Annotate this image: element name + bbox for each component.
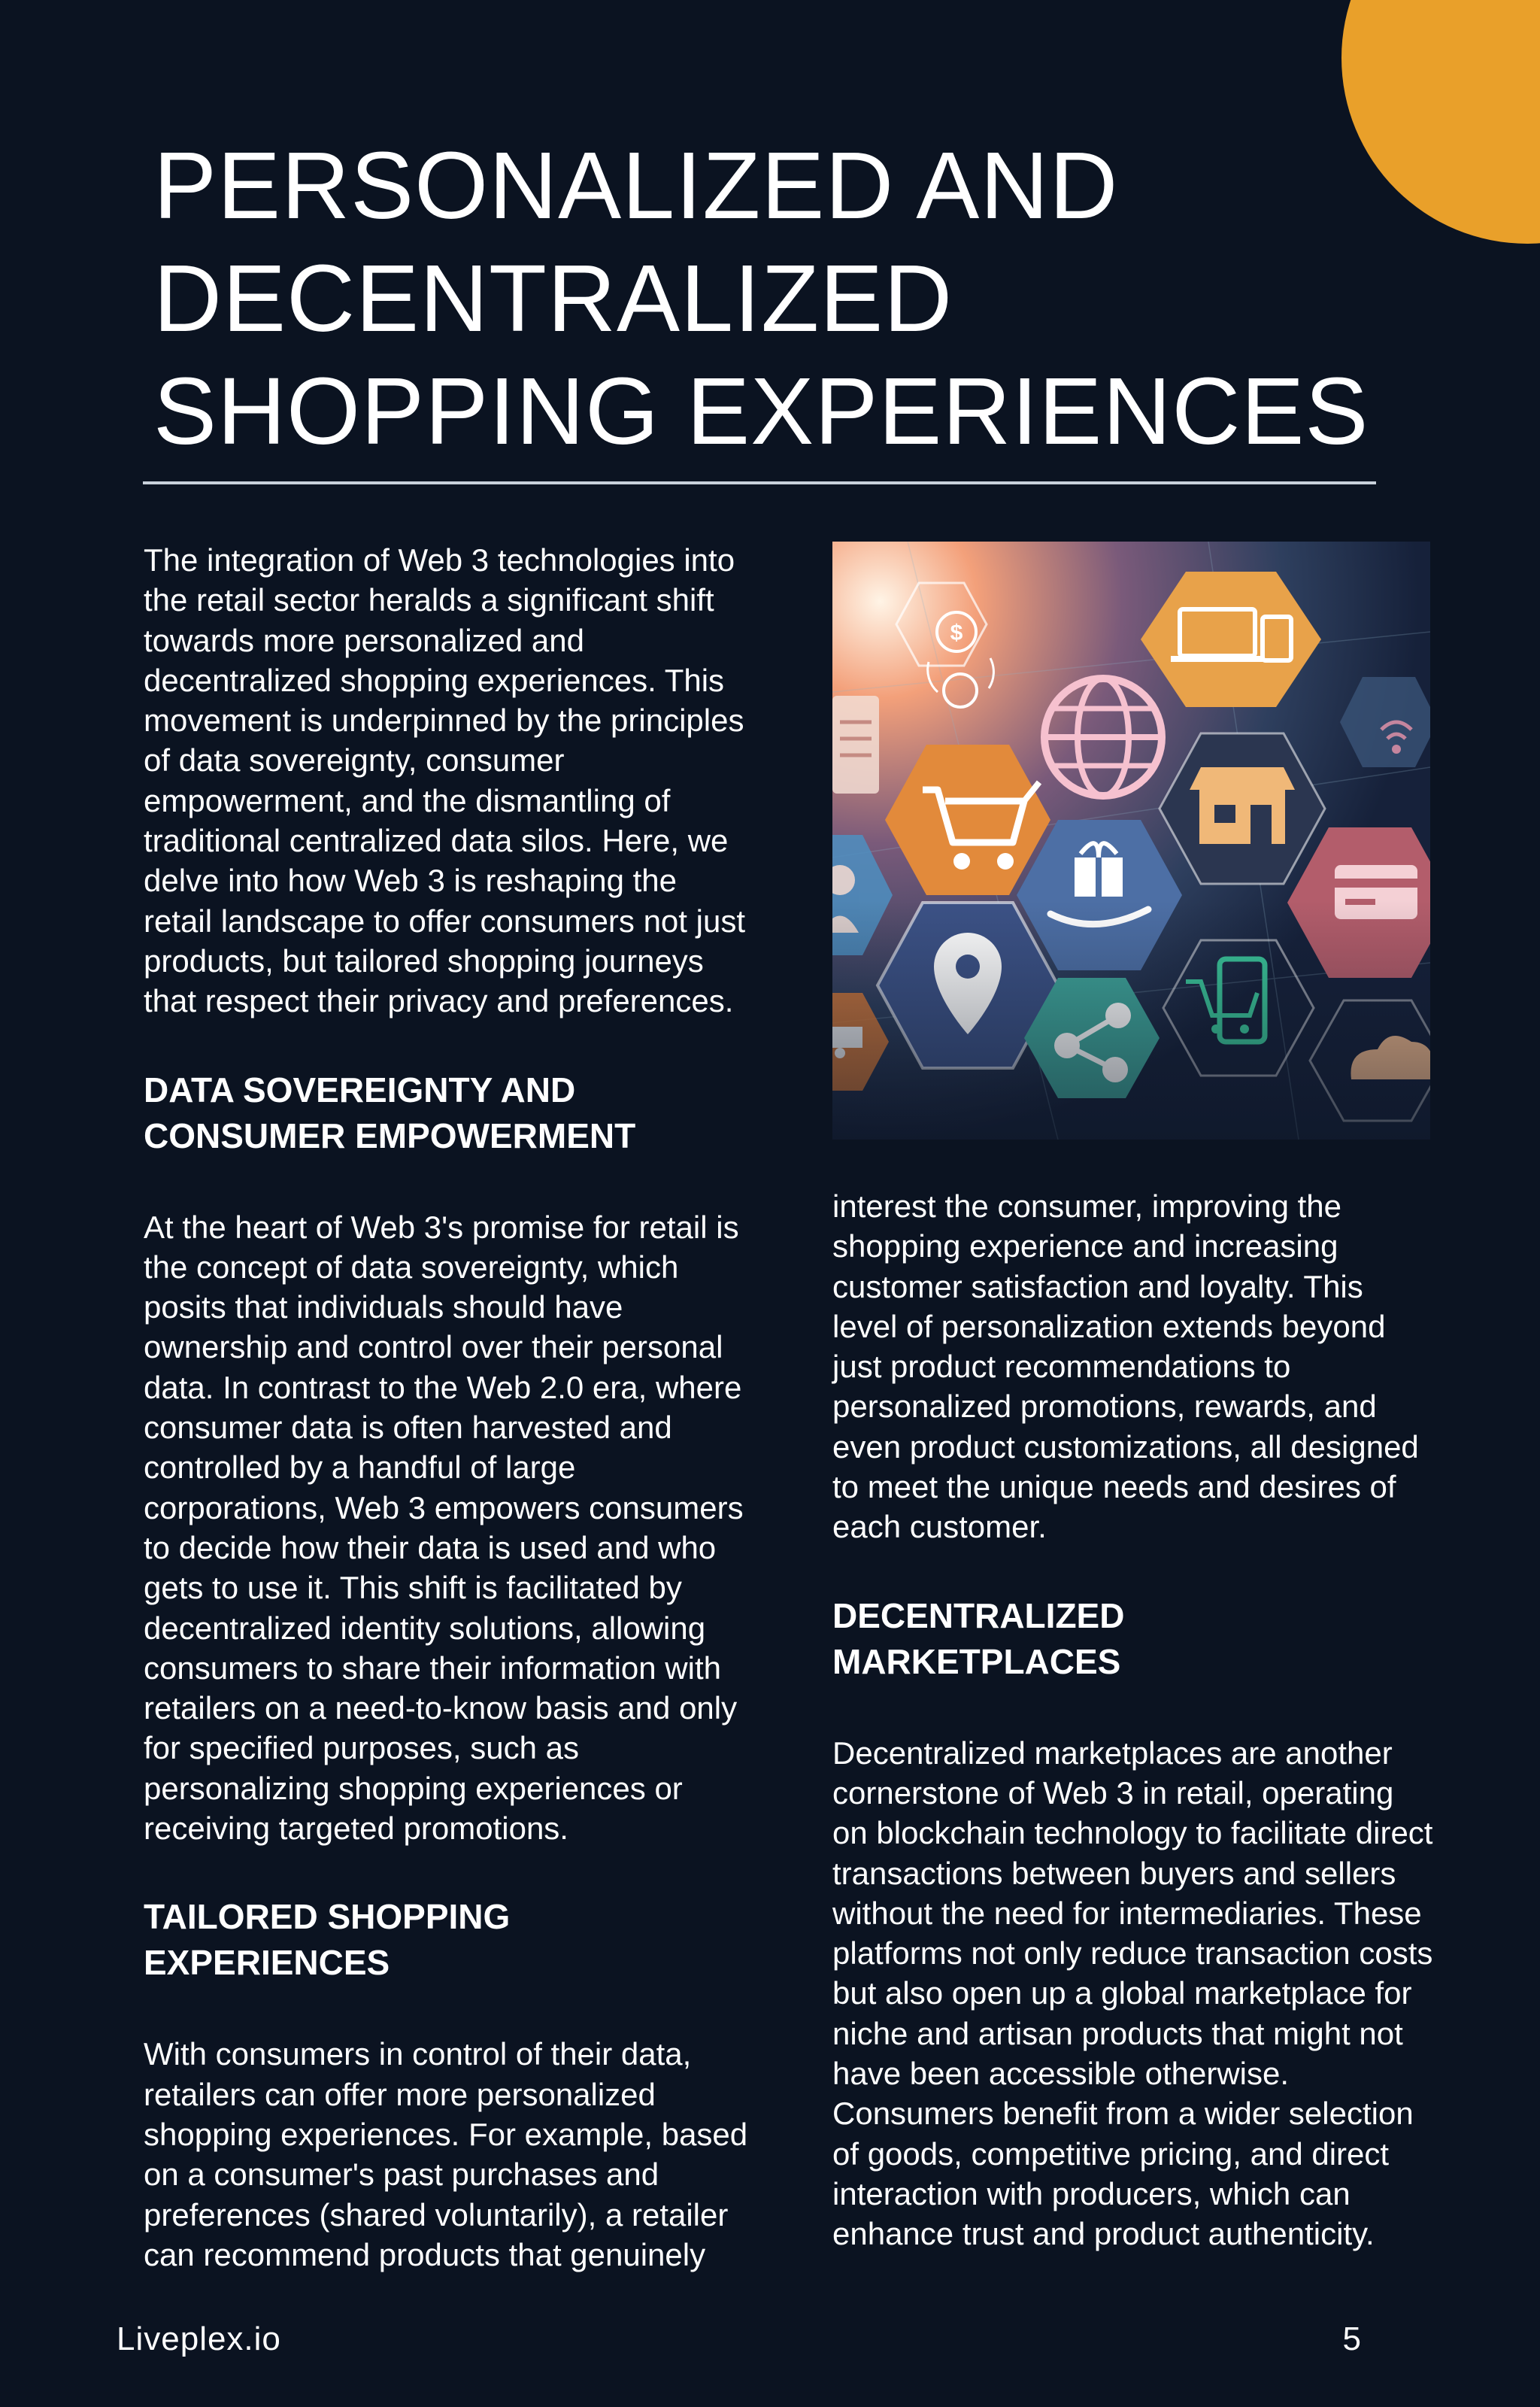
text-line: preferences (shared voluntarily), a retailer xyxy=(144,2196,729,2232)
text-line: At the heart of Web 3's promise for retail is xyxy=(144,1209,739,1245)
intro-paragraph xyxy=(144,540,775,1021)
text-line: consumer data is often harvested and xyxy=(144,1410,672,1446)
text-line: platforms not only reduce transaction costs xyxy=(832,1935,1433,1971)
text-line: to decide how their data is used and who xyxy=(144,1529,717,1565)
text-line: level of personalization extends beyond xyxy=(832,1308,1386,1344)
text-line: niche and artisan products that might not xyxy=(832,2015,1403,2051)
page-title xyxy=(153,129,1432,468)
text-line: have been accessible otherwise. xyxy=(832,2056,1290,2092)
heading-line: DATA SOVEREIGNTY AND xyxy=(144,1070,576,1109)
decentralized-marketplaces-paragraph xyxy=(832,1733,1464,2254)
text-line: retailers on a need-to-know basis and only xyxy=(144,1690,738,1726)
text-line: empowerment, and the dismantling of xyxy=(144,782,671,818)
text-line: just product recommendations to xyxy=(832,1349,1291,1385)
text-line: movement is underpinned by the principles xyxy=(144,703,744,739)
text-line: on blockchain technology to facilitate direct xyxy=(832,1815,1433,1851)
text-line: personalized promotions, rewards, and xyxy=(832,1389,1377,1425)
text-line: ownership and control over their personal xyxy=(144,1329,723,1365)
text-line: decentralized identity solutions, allowing xyxy=(144,1610,706,1646)
page-number: 5 xyxy=(1342,2320,1361,2357)
text-line: products, but tailored shopping journeys xyxy=(144,942,704,979)
text-line: towards more personalized and xyxy=(144,622,584,658)
text-line: the concept of data sovereignty, which xyxy=(144,1249,679,1285)
text-line: interaction with producers, which can xyxy=(832,2175,1351,2211)
text-line: With consumers in control of their data, xyxy=(144,2036,692,2072)
retail-icons-illustration xyxy=(832,542,1430,1140)
section-heading-data-sovereignty xyxy=(144,1067,775,1159)
data-sovereignty-paragraph xyxy=(144,1207,775,1849)
text-line: corporations, Web 3 empowers consumers xyxy=(144,1489,744,1525)
section-heading-tailored-shopping xyxy=(144,1894,775,1986)
text-line: without the need for intermediaries. These xyxy=(832,1895,1422,1931)
heading-line: EXPERIENCES xyxy=(144,1943,390,1983)
right-column xyxy=(832,1186,1464,2254)
text-line: that respect their privacy and preferences. xyxy=(144,983,734,1019)
text-line: for specified purposes, such as xyxy=(144,1730,579,1766)
text-line: on a consumer's past purchases and xyxy=(144,2157,659,2193)
heading-line: DECENTRALIZED xyxy=(832,1595,1125,1635)
text-line: even product customizations, all designed xyxy=(832,1428,1419,1465)
text-line: of data sovereignty, consumer xyxy=(144,742,565,779)
text-line: retail landscape to offer consumers not just xyxy=(144,903,745,939)
heading-line: CONSUMER EMPOWERMENT xyxy=(144,1115,636,1155)
text-line: receiving targeted promotions. xyxy=(144,1811,568,1847)
tailored-shopping-paragraph xyxy=(144,2034,775,2275)
text-line: cornerstone of Web 3 in retail, operating xyxy=(832,1774,1394,1811)
heading-line: TAILORED SHOPPING xyxy=(144,1897,511,1937)
text-line: posits that individuals should have xyxy=(144,1289,623,1325)
text-line: interest the consumer, improving the xyxy=(832,1188,1342,1224)
text-line: The integration of Web 3 technologies into xyxy=(144,542,735,578)
text-line: Consumers benefit from a wider selection xyxy=(832,2096,1414,2132)
text-line: gets to use it. This shift is facilitated by xyxy=(144,1570,682,1606)
text-line: the retail sector heralds a significant shift xyxy=(144,582,714,618)
text-line: each customer. xyxy=(832,1509,1047,1545)
text-line: shopping experience and increasing xyxy=(832,1228,1338,1264)
text-line: delve into how Web 3 is reshaping the xyxy=(144,863,677,899)
title-divider xyxy=(143,481,1376,484)
text-line: personalizing shopping experiences or xyxy=(144,1770,683,1806)
text-line: retailers can offer more personalized xyxy=(144,2076,656,2112)
left-column xyxy=(144,540,775,2275)
section-heading-decentralized-marketplaces xyxy=(832,1593,1464,1685)
continuation-paragraph xyxy=(832,1186,1464,1547)
title-line: DECENTRALIZED xyxy=(153,245,953,351)
text-line: to meet the unique needs and desires of xyxy=(832,1469,1396,1505)
text-line: can recommend products that genuinely xyxy=(144,2236,706,2272)
heading-line: MARKETPLACES xyxy=(832,1641,1121,1681)
text-line: shopping experiences. For example, based xyxy=(144,2116,748,2152)
text-line: of goods, competitive pricing, and direct xyxy=(832,2135,1390,2172)
text-line: customer satisfaction and loyalty. This xyxy=(832,1268,1363,1304)
text-line: Decentralized marketplaces are another xyxy=(832,1735,1393,1771)
text-line: decentralized shopping experiences. This xyxy=(144,662,725,698)
title-line: PERSONALIZED AND xyxy=(153,132,1119,238)
text-line: data. In contrast to the Web 2.0 era, where xyxy=(144,1369,742,1405)
text-line: consumers to share their information with xyxy=(144,1650,721,1686)
text-line: transactions between buyers and sellers xyxy=(832,1855,1396,1891)
text-line: enhance trust and product authenticity. xyxy=(832,2216,1375,2252)
text-line: controlled by a handful of large xyxy=(144,1449,576,1486)
title-line: SHOPPING EXPERIENCES xyxy=(153,358,1369,464)
footer-brand: Liveplex.io xyxy=(117,2320,281,2357)
text-line: but also open up a global marketplace for xyxy=(832,1975,1412,2011)
text-line: traditional centralized data silos. Here, we xyxy=(144,823,729,859)
